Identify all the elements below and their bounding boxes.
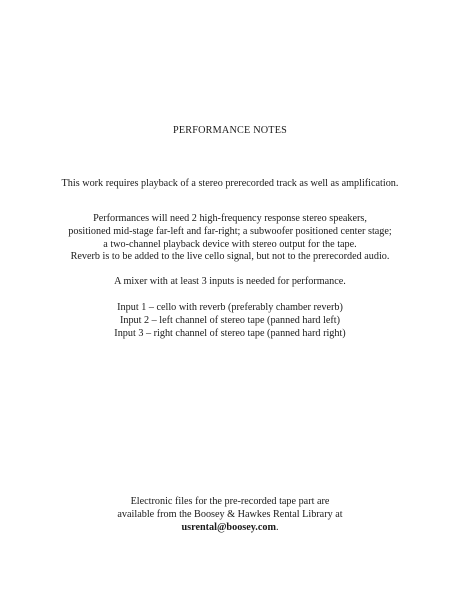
footer-line: available from the Boosey & Hawkes Rental Library at [117, 509, 343, 520]
footer-line: Electronic files for the pre-recorded tape part are [130, 496, 330, 507]
footer-period: . [275, 522, 279, 533]
paragraph-reverb: Reverb is to be added to the live cello signal, but not to the prerecorded audio. [70, 251, 390, 262]
rental-email: usrental@boosey.com [181, 522, 276, 533]
input-list [0, 301, 460, 340]
footer-note [0, 495, 460, 534]
text-line: Performances will need 2 high-frequency response stereo speakers, [93, 213, 367, 224]
paragraph-speakers [0, 212, 460, 251]
input-item: Input 3 – right channel of stereo tape (panned hard right) [114, 328, 346, 339]
paragraph-playback: This work requires playback of a stereo prerecorded track as well as amplification. [61, 178, 399, 189]
input-item: Input 2 – left channel of stereo tape (panned hard left) [119, 315, 341, 326]
input-item: Input 1 – cello with reverb (preferably chamber reverb) [117, 302, 343, 313]
paragraph-mixer: A mixer with at least 3 inputs is needed for performance. [114, 276, 346, 287]
page-title: PERFORMANCE NOTES [172, 125, 288, 136]
text-line: a two-channel playback device with stereo output for the tape. [103, 239, 357, 250]
footer-contact-line [0, 521, 460, 534]
text-line: positioned mid-stage far-left and far-right; a subwoofer positioned center stage; [68, 226, 392, 237]
